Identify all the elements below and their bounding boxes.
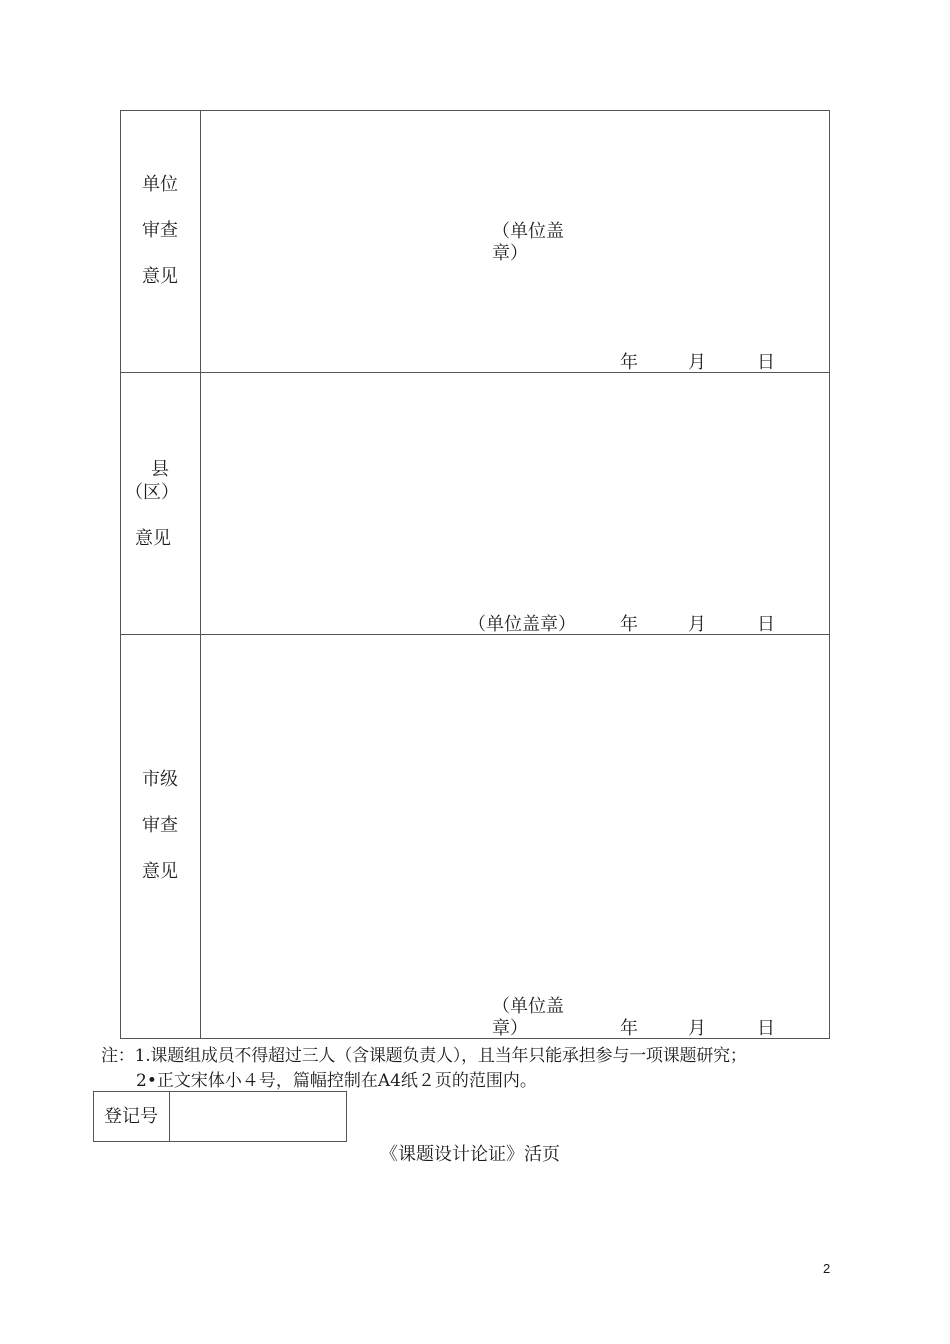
city-review-day: 日 xyxy=(757,1018,775,1039)
city-review-label-line1: 市级 xyxy=(142,769,178,790)
unit-review-year: 年 xyxy=(620,352,638,373)
county-label-line2: （区） xyxy=(125,482,179,503)
reg-border-bottom xyxy=(93,1141,347,1142)
unit-review-label-line1: 单位 xyxy=(142,174,178,195)
note-line-2: 2•正文宋体小４号，篇幅控制在A4纸２页的范围内。 xyxy=(136,1071,537,1091)
unit-review-month: 月 xyxy=(688,352,706,373)
county-label-line1: 县 xyxy=(151,459,169,480)
registration-label: 登记号 xyxy=(104,1106,158,1127)
unit-review-label-line3: 意见 xyxy=(142,266,178,287)
city-review-label-line3: 意见 xyxy=(142,861,178,882)
county-month: 月 xyxy=(688,614,706,635)
table-border-bottom xyxy=(120,1038,830,1039)
reg-border-top xyxy=(93,1091,347,1092)
county-year: 年 xyxy=(620,614,638,635)
table-border-top xyxy=(120,110,830,111)
city-review-seal-text: （单位盖章） xyxy=(492,996,564,1039)
table-column-divider xyxy=(200,110,201,1039)
note-line-1: 注：1.课题组成员不得超过三人（含课题负责人），且当年只能承担参与一项课题研究； xyxy=(101,1046,747,1066)
city-review-month: 月 xyxy=(688,1018,706,1039)
city-review-year: 年 xyxy=(620,1018,638,1039)
appendix-title: 《课题设计论证》活页 xyxy=(380,1144,560,1165)
unit-review-seal-text: （单位盖章） xyxy=(492,221,564,264)
county-label-line3: 意见 xyxy=(135,528,171,549)
county-day: 日 xyxy=(757,614,775,635)
unit-review-day: 日 xyxy=(757,352,775,373)
registration-number-field[interactable] xyxy=(176,1106,340,1128)
unit-review-label-line2: 审查 xyxy=(142,220,178,241)
reg-divider xyxy=(169,1091,170,1142)
table-border-left xyxy=(120,110,121,1039)
reg-border-right xyxy=(346,1091,347,1142)
county-seal-text: （单位盖章） xyxy=(468,614,576,635)
page-number: 2 xyxy=(823,1261,831,1276)
city-review-label-line2: 审查 xyxy=(142,815,178,836)
reg-border-left xyxy=(93,1091,94,1142)
table-border-right xyxy=(829,110,830,1039)
row-divider xyxy=(120,372,830,373)
